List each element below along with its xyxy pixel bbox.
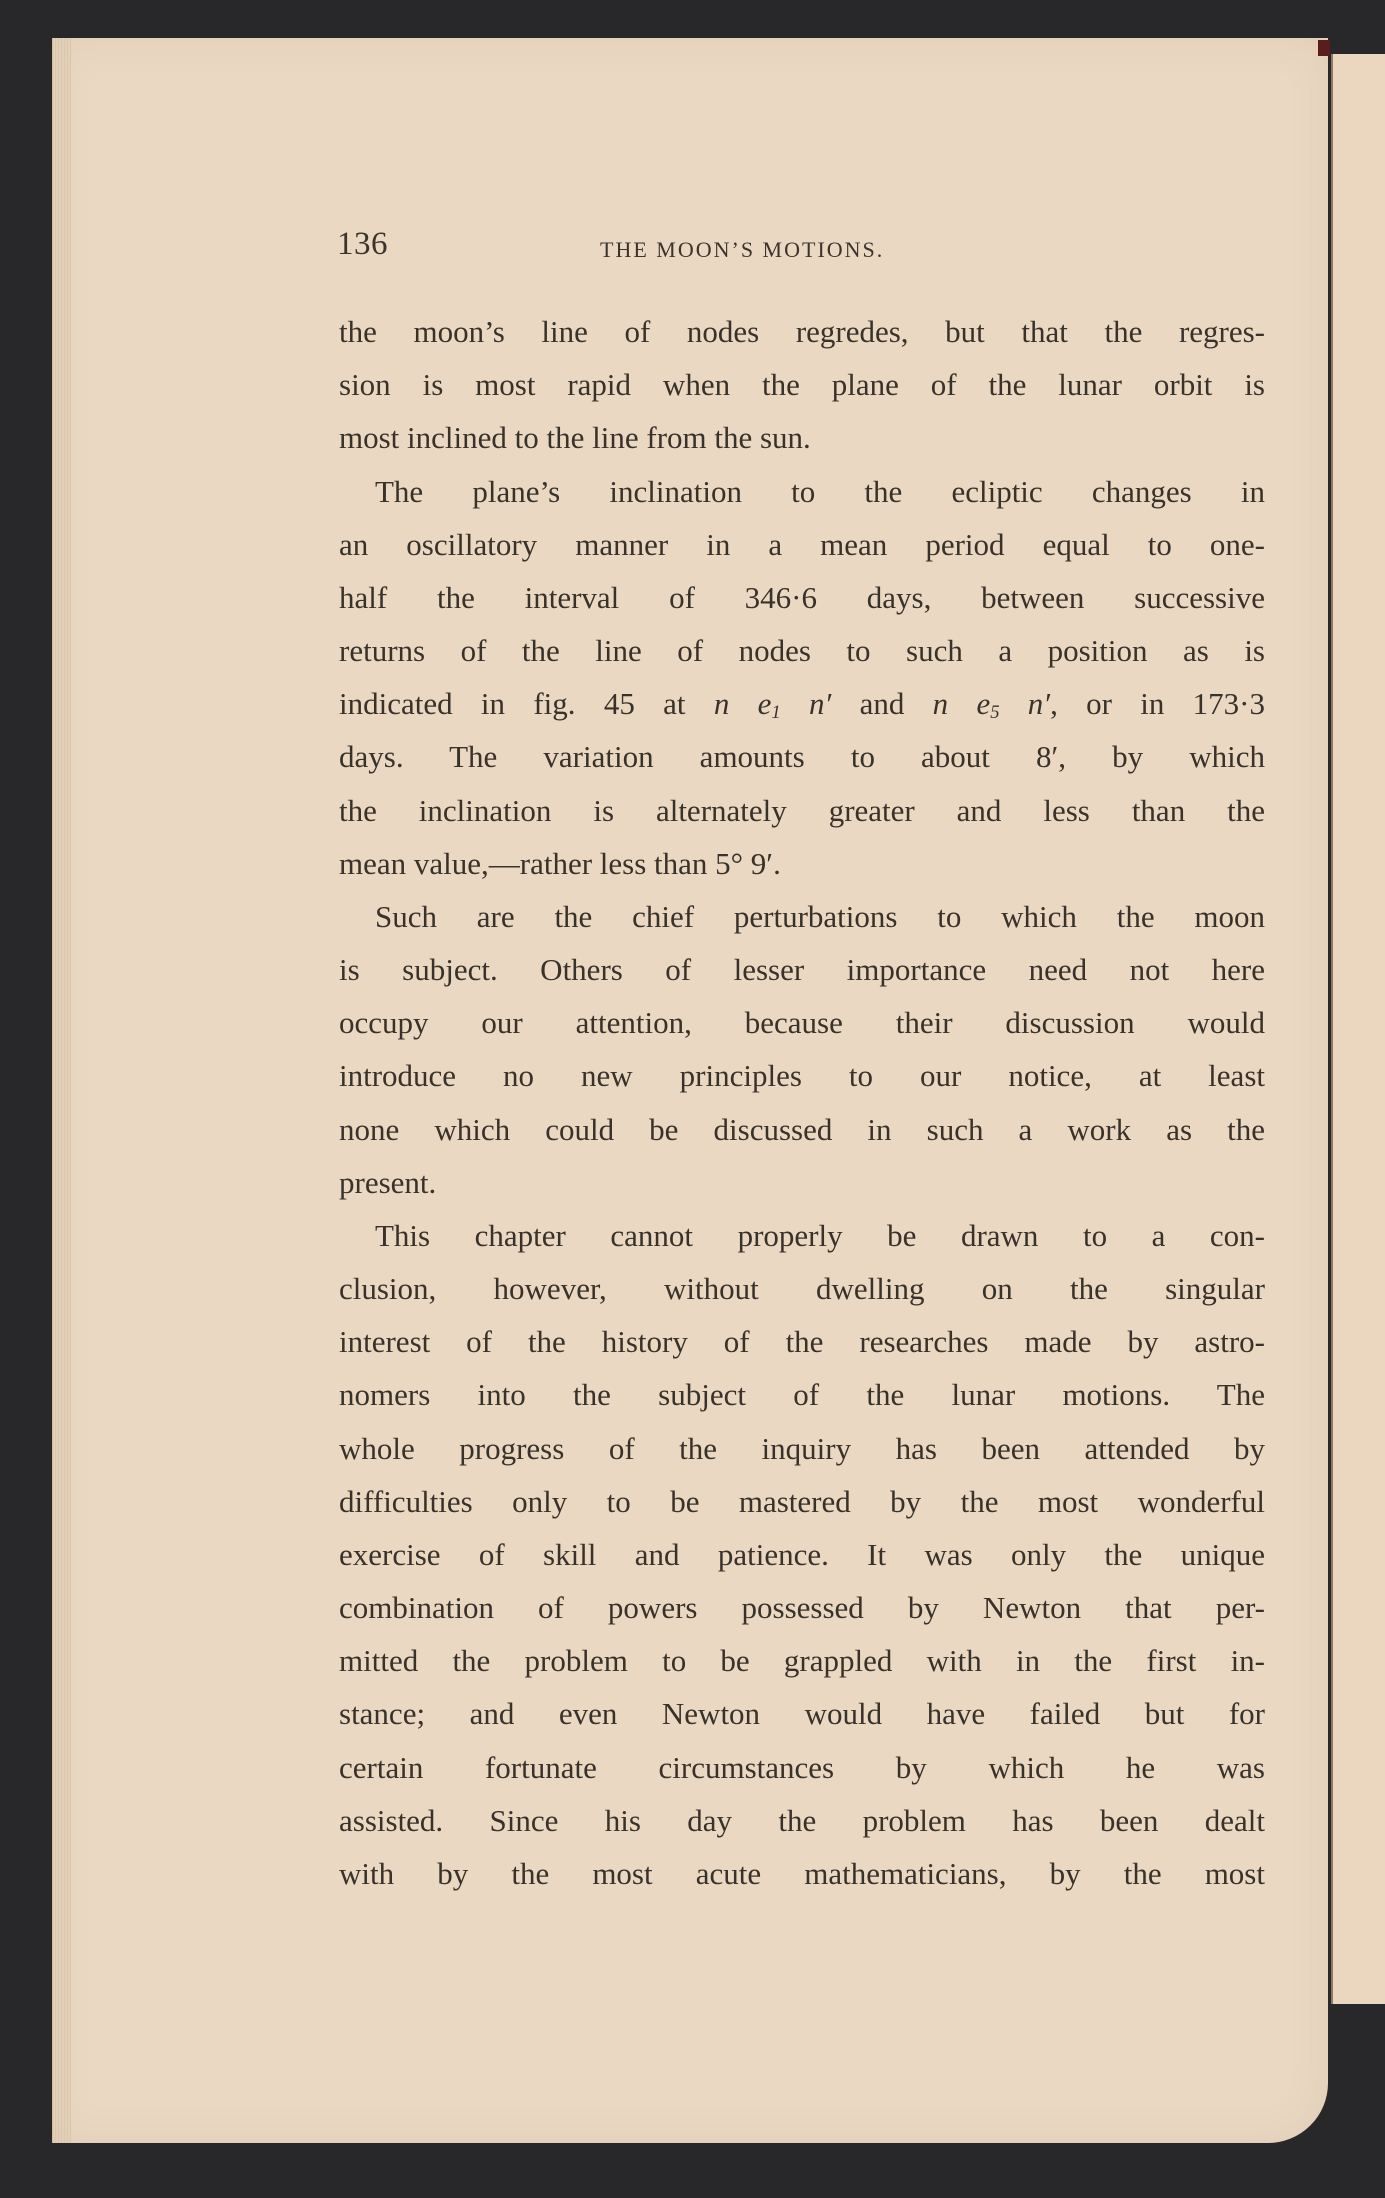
text-line: whole progress of the inquiry has been attended by <box>339 1430 1265 1466</box>
text-line: present. <box>339 1164 437 1200</box>
text-line: occupy our attention, because their discussion would <box>339 1005 1265 1041</box>
text-line: This chapter cannot properly be drawn to a con- <box>375 1217 1265 1253</box>
text-fragment: indicated in fig. 45 at <box>339 686 714 722</box>
page-number: 136 <box>337 226 388 262</box>
text-line: introduce no new principles to our notice, at least <box>339 1058 1265 1094</box>
text-line: exercise of skill and patience. It was only the unique <box>339 1536 1265 1572</box>
text-fragment: and <box>831 686 933 722</box>
math-symbol: n $e_1$ n′ <box>713 686 832 724</box>
text-line: assisted. Since his day the problem has been dealt <box>339 1802 1265 1838</box>
running-title: THE MOON’S MOTIONS. <box>600 237 885 262</box>
text-line: clusion, however, without dwelling on the singular <box>339 1271 1265 1307</box>
text-line: the moon’s line of nodes regredes, but that the regres- <box>339 314 1265 349</box>
text-line: mean value,—rather less than 5° 9′. <box>339 845 781 881</box>
text-line: half the interval of 346·6 days, between successive <box>339 579 1265 615</box>
text-line: stance; and even Newton would have failed but for <box>339 1696 1265 1732</box>
text-line: Such are the chief perturbations to which the moon <box>375 898 1265 934</box>
text-line: with by the most acute mathematicians, by the most <box>339 1855 1265 1891</box>
text-line: interest of the history of the researches made by astro- <box>339 1324 1265 1360</box>
text-line-with-math <box>339 682 1265 735</box>
running-head <box>337 226 1267 266</box>
text-line: is subject. Others of lesser importance need not here <box>339 952 1265 988</box>
adjacent-page-edge <box>1331 54 1385 2004</box>
text-line: the inclination is alternately greater and less than the <box>339 792 1265 828</box>
text-line: nomers into the subject of the lunar motions. The <box>339 1377 1265 1413</box>
text-line: none which could be discussed in such a work as the <box>339 1111 1265 1147</box>
text-line: combination of powers possessed by Newton that per- <box>339 1590 1265 1626</box>
text-line: an oscillatory manner in a mean period equal to one- <box>339 526 1265 562</box>
binding-ribbon <box>1318 40 1330 56</box>
text-line: days. The variation amounts to about 8′, by which <box>339 739 1265 775</box>
math-symbol: n $e_5$ n′ <box>932 686 1051 724</box>
text-line: mitted the problem to be grappled with in the first in- <box>339 1643 1265 1679</box>
body-text <box>339 310 1265 1905</box>
text-line: returns of the line of nodes to such a position as is <box>339 633 1265 669</box>
text-fragment: , or in 173·3 <box>1050 686 1266 722</box>
text-line: difficulties only to be mastered by the most wonderful <box>339 1483 1265 1519</box>
text-line: sion is most rapid when the plane of the lunar orbit is <box>339 367 1265 403</box>
text-line: The plane’s inclination to the ecliptic changes in <box>375 473 1265 509</box>
text-line: certain fortunate circumstances by which he was <box>339 1749 1265 1785</box>
text-line: most inclined to the line from the sun. <box>339 420 811 456</box>
page-edge-stack <box>52 38 71 2143</box>
